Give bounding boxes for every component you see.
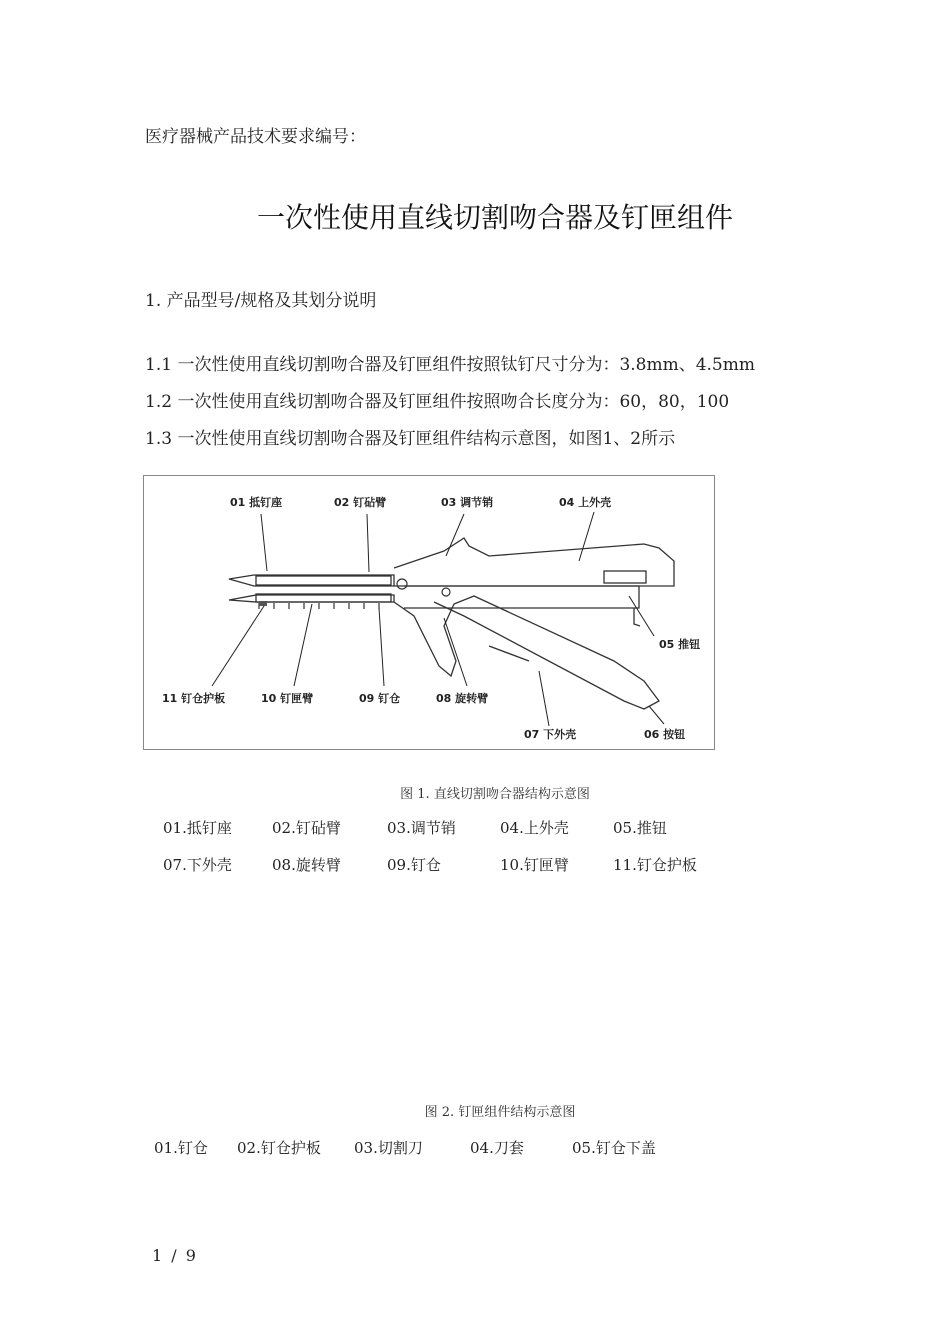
- figure1-caption: 图 1. 直线切割吻合器结构示意图: [400, 787, 590, 802]
- label-01: 01 抵钉座: [230, 496, 283, 509]
- part-item: 02.钉砧臂: [272, 819, 341, 837]
- label-05: 05 推钮: [659, 638, 701, 651]
- part-item: 11.钉仓护板: [613, 856, 697, 874]
- part-item: 10.钉匣臂: [500, 856, 569, 874]
- push-knob-hook: [634, 608, 640, 626]
- cartridge-jaw-shape: [229, 595, 394, 602]
- part-item: 04.上外壳: [500, 819, 569, 837]
- part-item: 05.钉仓下盖: [572, 1139, 656, 1157]
- part-item: 02.钉仓护板: [237, 1139, 321, 1157]
- stapler-diagram: [144, 476, 714, 749]
- label-09: 09 钉仓: [359, 692, 401, 705]
- page-number: 1 / 9: [152, 1246, 198, 1265]
- stapler-structure-figure: [143, 475, 715, 750]
- section-heading: 1. 产品型号/规格及其划分说明: [145, 291, 377, 311]
- part-item: 03.切割刀: [354, 1139, 423, 1157]
- part-item: 09.钉仓: [387, 856, 441, 874]
- part-item: 01.钉仓: [154, 1139, 208, 1157]
- label-08: 08 旋转臂: [436, 692, 489, 705]
- part-item: 03.调节销: [387, 819, 456, 837]
- spec-item-2: 1.2 一次性使用直线切割吻合器及钉匣组件按照吻合长度分为：60，80，100: [145, 392, 730, 412]
- label-04: 04 上外壳: [559, 496, 612, 509]
- label-03: 03 调节销: [441, 496, 494, 509]
- spec-item-3: 1.3 一次性使用直线切割吻合器及钉匣组件结构示意图，如图1、2所示: [145, 429, 676, 449]
- anvil-seat-shape: [256, 576, 391, 585]
- anvil-jaw-shape: [229, 575, 394, 586]
- lower-grip-line: [489, 646, 529, 661]
- part-item: 01.抵钉座: [163, 819, 232, 837]
- spec-item-1: 1.1 一次性使用直线切割吻合器及钉匣组件按照钛钉尺寸分为：3.8mm、4.5mm: [145, 355, 755, 375]
- label-10: 10 钉匣臂: [261, 692, 314, 705]
- part-item: 07.下外壳: [163, 856, 232, 874]
- cartridge-guard-block: [259, 601, 267, 606]
- label-02: 02 钉砧臂: [334, 496, 387, 509]
- figure1-parts-row2: [0, 854, 950, 878]
- figure2-parts-row: [0, 1137, 950, 1161]
- part-item: 05.推钮: [613, 819, 667, 837]
- upper-housing-detail: [604, 571, 646, 583]
- upper-housing-shape: [394, 538, 674, 586]
- part-item: 08.旋转臂: [272, 856, 341, 874]
- lower-housing-shape: [394, 596, 659, 709]
- part-item: 04.刀套: [470, 1139, 524, 1157]
- figure2-caption: 图 2. 钉匣组件结构示意图: [424, 1105, 576, 1120]
- label-06: 06 按钮: [644, 728, 686, 741]
- doc-number-label: 医疗器械产品技术要求编号：: [145, 127, 366, 147]
- label-11: 11 钉仓护板: [162, 692, 226, 705]
- document-title: 一次性使用直线切割吻合器及钉匣组件: [256, 201, 733, 234]
- label-07: 07 下外壳: [524, 728, 577, 741]
- figure1-parts-row1: [0, 817, 950, 841]
